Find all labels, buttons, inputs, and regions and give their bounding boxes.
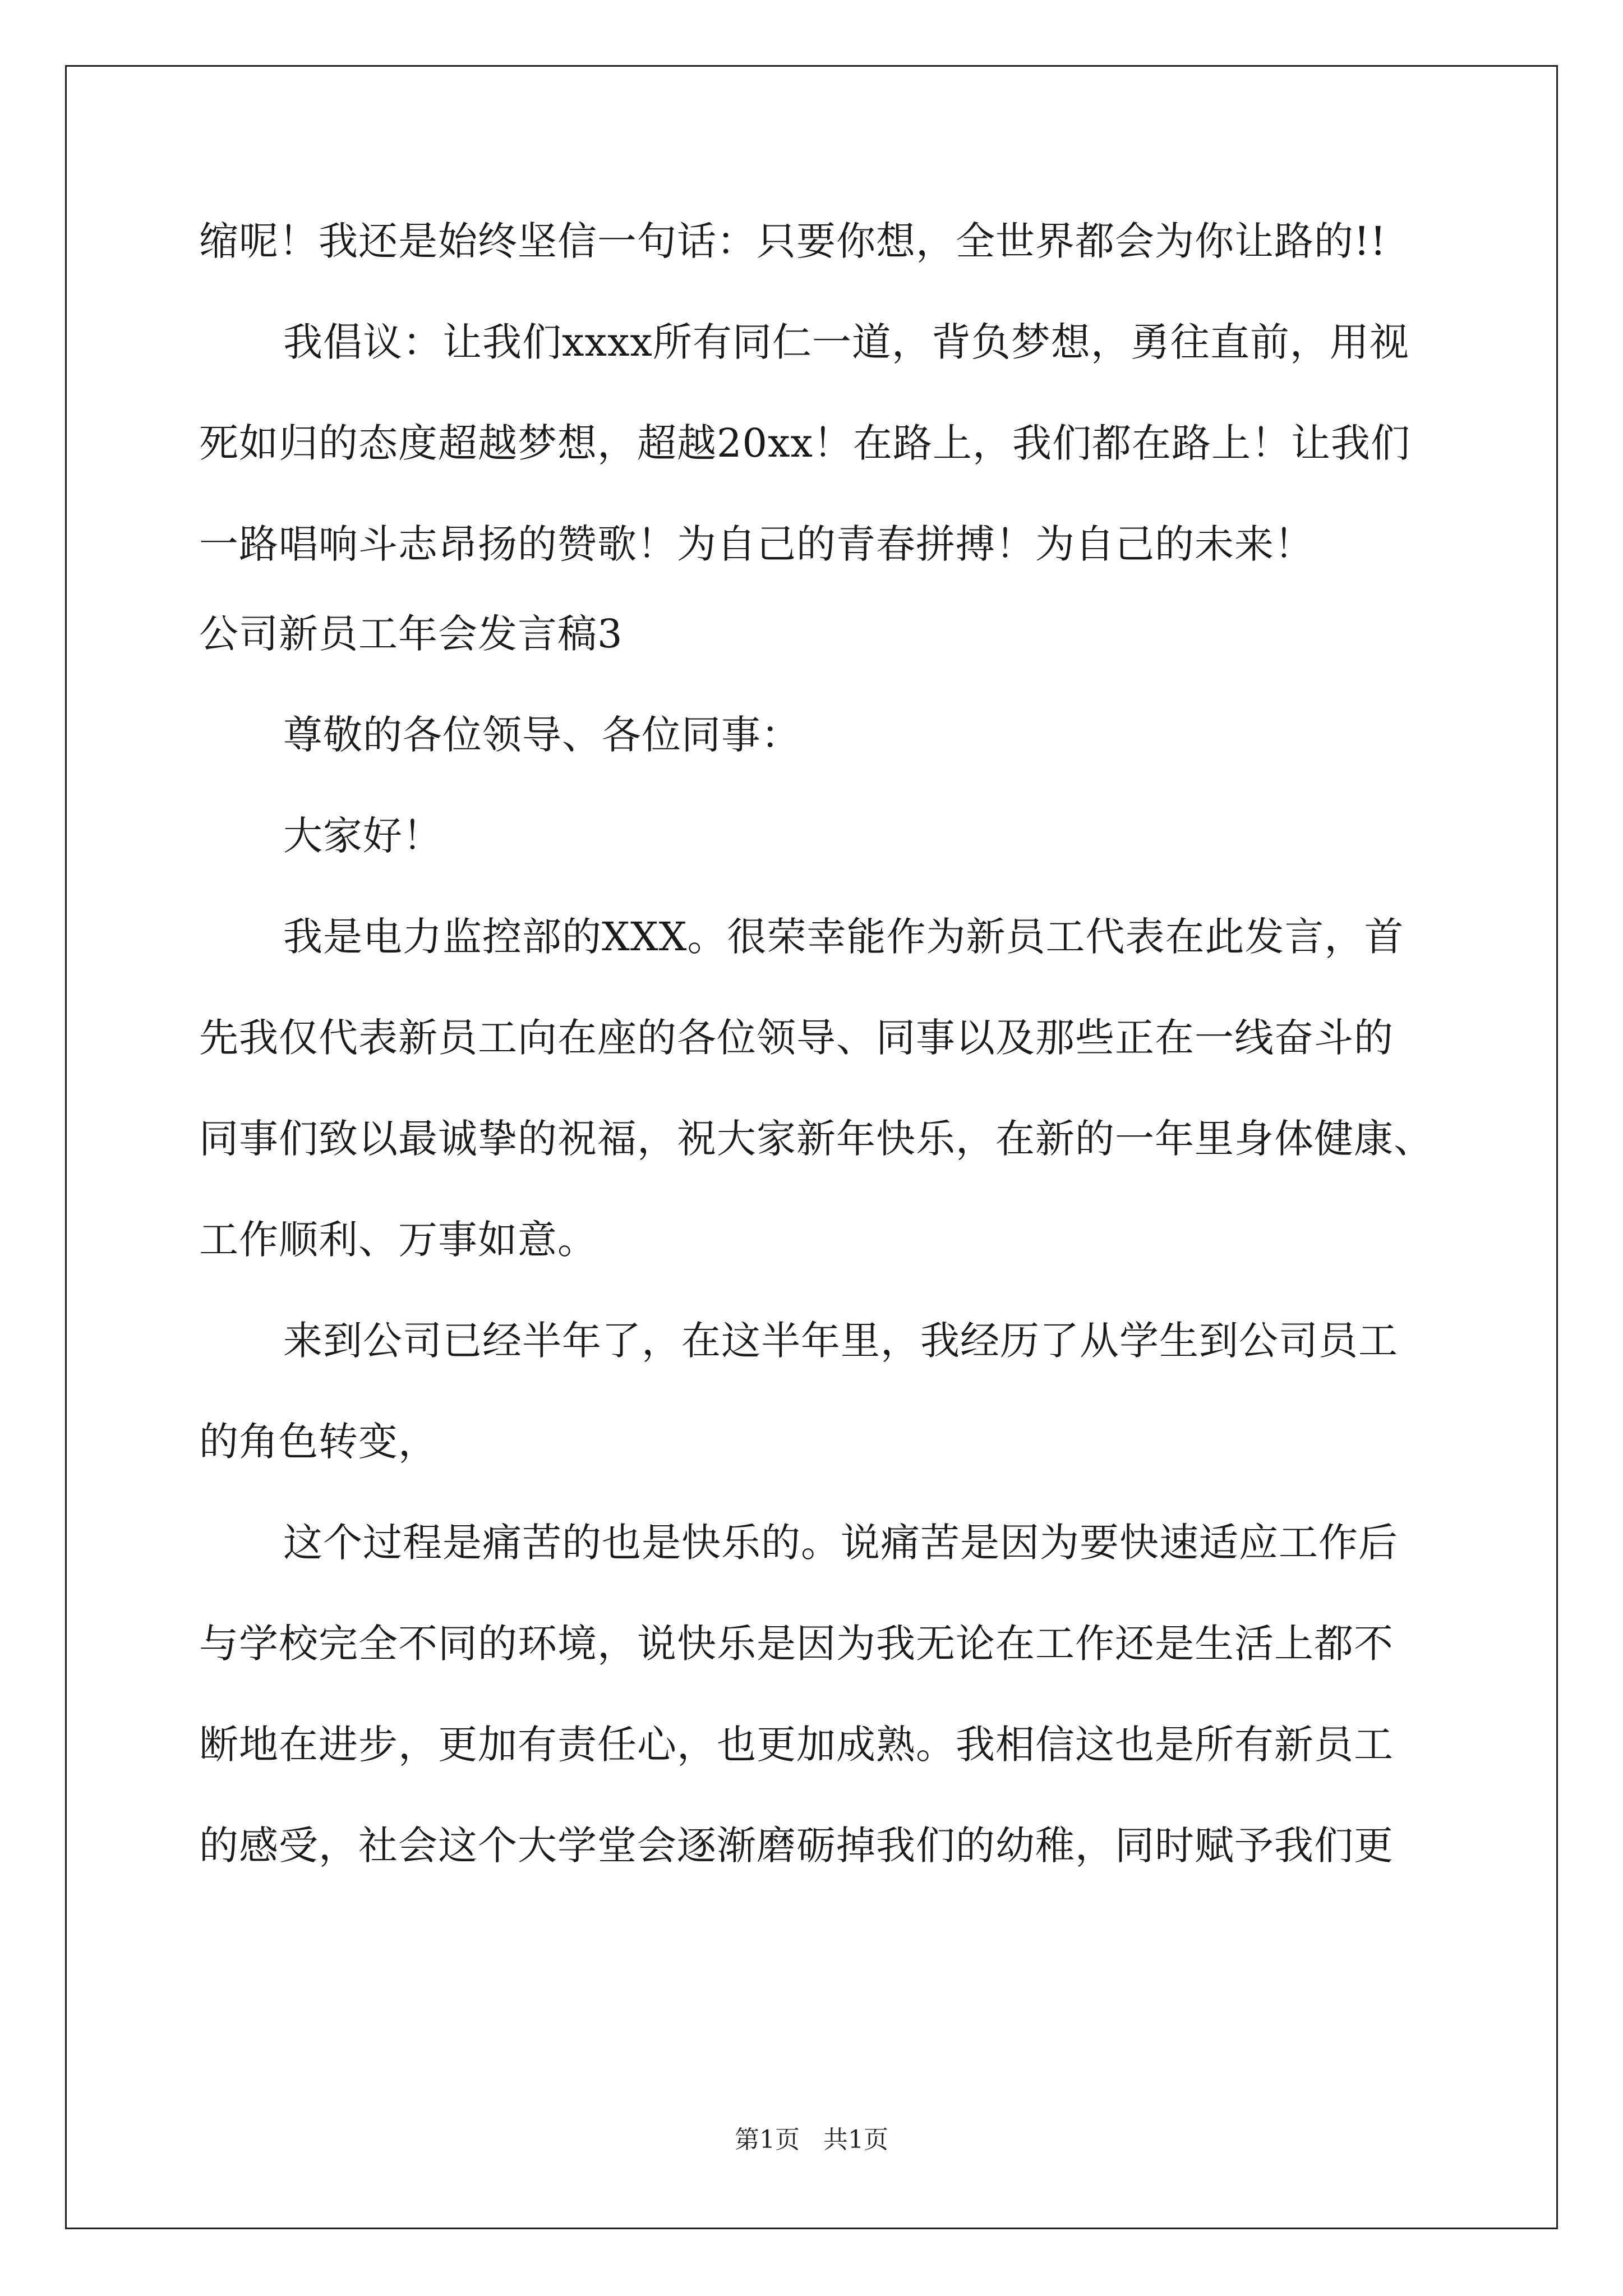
page-footer: 第1页 共1页	[735, 2125, 888, 2154]
paragraph-start: 我倡议：让我们xxxx所有同仁一道，背负梦想，勇往直前，用视	[283, 319, 1409, 365]
section-heading: 公司新员工年会发言稿3	[199, 611, 623, 657]
paragraph-start: 这个过程是痛苦的也是快乐的。说痛苦是因为要快速适应工作后	[283, 1520, 1398, 1566]
text-line: 断地在进步，更加有责任心，也更加成熟。我相信这也是所有新员工	[199, 1722, 1394, 1768]
salutation: 尊敬的各位领导、各位同事：	[283, 712, 801, 758]
text-line: 的角色转变，	[199, 1419, 438, 1465]
paragraph-start: 来到公司已经半年了，在这半年里，我经历了从学生到公司员工	[283, 1318, 1398, 1364]
text-line: 先我仅代表新员工向在座的各位领导、同事以及那些正在一线奋斗的	[199, 1015, 1394, 1061]
text-line: 缩呢！我还是始终坚信一句话：只要你想，全世界都会为你让路的!!	[199, 218, 1387, 264]
text-line: 一路唱响斗志昂扬的赞歌！为自己的青春拼搏！为自己的未来！	[199, 521, 1314, 567]
paragraph-start: 我是电力监控部的XXX。很荣幸能作为新员工代表在此发言，首	[283, 914, 1404, 960]
greeting: 大家好！	[283, 813, 442, 859]
text-line: 的感受，社会这个大学堂会逐渐磨砺掉我们的幼稚，同时赋予我们更	[199, 1823, 1394, 1869]
text-line: 与学校完全不同的环境，说快乐是因为我无论在工作还是生活上都不	[199, 1621, 1394, 1667]
text-line: 工作顺利、万事如意。	[199, 1217, 597, 1263]
text-line: 死如归的态度超越梦想，超越20xx！在路上，我们都在路上！让我们	[199, 420, 1411, 466]
text-line: 同事们致以最诚挚的祝福，祝大家新年快乐，在新的一年里身体健康、	[199, 1116, 1433, 1162]
